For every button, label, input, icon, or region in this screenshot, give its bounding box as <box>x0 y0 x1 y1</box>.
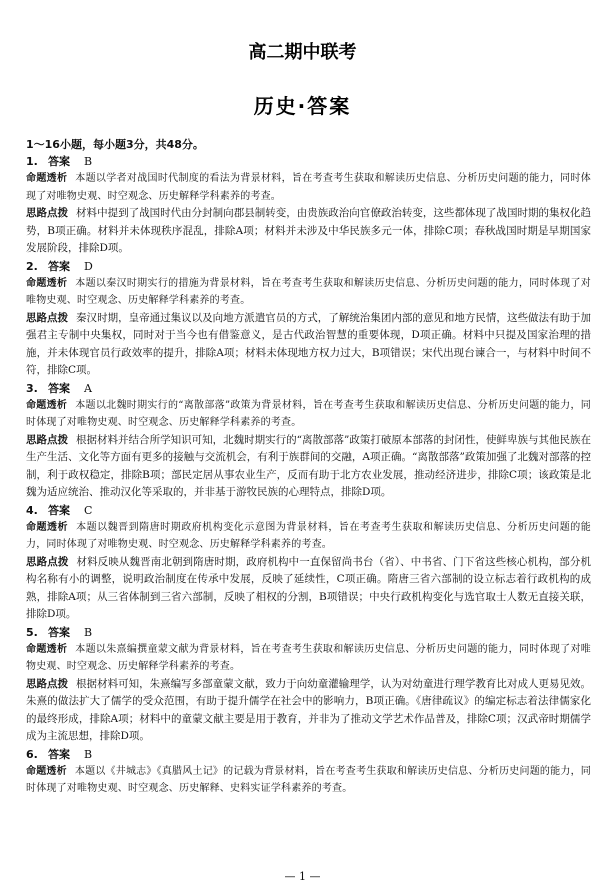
subject-title: 历史·答案 <box>253 94 352 118</box>
question-header <box>26 746 591 763</box>
section-intro: 1～16小题，每小题3分，共48分。 <box>26 138 204 151</box>
question-header <box>26 380 591 397</box>
analysis-text: 本题以魏晋到隋唐时期政府机构变化示意图为背景材料，旨在考查考生获取和解读历史信息、分析历史问题的能力，同时体现了对唯物史观、时空观念、历史解释学科素养的考查。 <box>26 521 591 550</box>
analysis-paragraph <box>26 397 591 432</box>
analysis-paragraph <box>26 519 591 554</box>
analysis-label: 命题透析 <box>26 277 68 289</box>
answer-value: B <box>84 747 93 761</box>
question-header <box>26 258 591 275</box>
question-number: 6. <box>26 747 38 761</box>
page-number: — 1 — <box>284 870 321 883</box>
question-number: 3. <box>26 381 38 395</box>
reasoning-paragraph <box>26 205 591 258</box>
analysis-label: 命题透析 <box>26 173 68 184</box>
answer-label: 答案 <box>48 625 70 639</box>
analysis-paragraph <box>26 641 591 676</box>
reasoning-label: 思路点拨 <box>26 207 69 219</box>
reasoning-paragraph <box>26 554 591 624</box>
answer-label: 答案 <box>48 259 70 273</box>
answer-label: 答案 <box>48 155 70 168</box>
exam-title: 高二期中联考 <box>248 42 357 63</box>
analysis-text: 本题以学者对战国时代制度的看法为背景材料，旨在考查考生获取和解读历史信息、分析历史问题的能力，同时体现了对唯物史观、时空观念、历史解释学科素养的考查。 <box>26 173 592 202</box>
answer-value: B <box>84 625 93 639</box>
analysis-text: 本题以《井城志》《真腊风土记》的记载为背景材料，旨在考查考生获取和解读历史信息、分析历史问题的能力，同时体现了对唯物史观、时空观念、历史解释、史料实证学科素养的考查。 <box>26 765 591 794</box>
reasoning-label: 思路点拨 <box>26 433 69 446</box>
answer-label: 答案 <box>48 381 70 395</box>
reasoning-paragraph <box>26 310 591 380</box>
reasoning-label: 思路点拨 <box>26 677 69 690</box>
analysis-paragraph <box>26 170 591 205</box>
reasoning-text: 秦汉时期，皇帝通过集议以及向地方派遣官员的方式，了解统治集团内部的意见和地方民情，这些做法有助于加强君主专制中央集权，同时对于当今也有借鉴意义，是古代政治智慧的重要体现，D项正确。材料中只提及国家治理的措施，并未体现官员行政效率的提升，排除A项；材料未体现地方权力过大，B项错误；宋代出现台谏合一，与材料中时间不符，排除C项。 <box>26 311 592 376</box>
reasoning-text: 材料中提到了战国时代由分封制向郡县制转变，由贵族政治向官僚政治转变，这些都体现了战国时期的集权化趋势，B项正确。材料并未体现秩序混乱，排除A项；材料并未涉及中华民族多元一体，排除C项；春秋战国时期是早期国家发展阶段，排除D项。 <box>26 207 592 254</box>
analysis-text: 本题以朱熹编撰童蒙文献为背景材料，旨在考查考生获取和解读历史信息、分析历史问题的能力，同时体现了对唯物史观、时空观念、历史解释学科素养的考查。 <box>26 643 592 672</box>
question-header <box>26 624 591 641</box>
reasoning-label: 思路点拨 <box>26 311 69 324</box>
question-header <box>26 153 591 170</box>
reasoning-label: 思路点拨 <box>26 555 69 568</box>
question-number: 1. <box>26 155 38 168</box>
answer-label: 答案 <box>48 503 70 517</box>
analysis-label: 命题透析 <box>26 521 69 533</box>
analysis-label: 命题透析 <box>26 399 68 411</box>
answer-list <box>26 153 591 798</box>
reasoning-text: 根据材料可知，朱熹编写多部童蒙文献，致力于向幼童灌输理学，认为对幼童进行理学教育比对成人更易见效。朱熹的做法扩大了儒学的受众范围，有助于提升儒学在社会中的影响力，B项正确。《唐律疏议》的编定标志着法律儒家化的最终形成，排除A项；材料中的童蒙文献主要是用于教育，并非为了推动文学艺术作品普及，排除C项；汉武帝时期儒学成为主流思想，排除D项。 <box>26 677 592 742</box>
analysis-paragraph <box>26 275 591 310</box>
question-number: 5. <box>26 625 38 639</box>
analysis-paragraph <box>26 763 591 798</box>
analysis-label: 命题透析 <box>26 765 67 777</box>
answer-label: 答案 <box>48 747 70 761</box>
analysis-text: 本题以北魏时期实行的“离散部落”政策为背景材料，旨在考查考生获取和解读历史信息、分析历史问题的能力，同时体现了对唯物史观、时空观念、历史解释学科素养的考查。 <box>26 399 591 428</box>
answer-value: A <box>84 381 92 395</box>
question-number: 4. <box>26 503 38 517</box>
analysis-text: 本题以秦汉时期实行的措施为背景材料，旨在考查考生获取和解读历史信息、分析历史问题的能力，同时体现了对唯物史观、时空观念、历史解释学科素养的考查。 <box>26 277 592 306</box>
answer-value: C <box>84 503 93 517</box>
question-number: 2. <box>26 259 38 273</box>
analysis-label: 命题透析 <box>26 643 68 655</box>
reasoning-paragraph <box>26 432 591 502</box>
reasoning-text: 材料反映从魏晋南北朝到隋唐时期，政府机构中一直保留尚书台（省）、中书省、门下省这些核心机构，部分机构名称有小的调整，说明政治制度在传承中发展，反映了延续性，C项正确。隋唐三省六部制的设立标志着行政机构的成熟，排除A项；从三省体制到三省六部制，反映了相权的分割，B项错误；中央行政机构变化与选官取士人数无直接关联，排除D项。 <box>26 555 592 620</box>
answer-value: D <box>84 259 93 273</box>
answer-value: B <box>84 155 93 168</box>
reasoning-paragraph <box>26 676 591 746</box>
question-header <box>26 502 591 519</box>
reasoning-text: 根据材料并结合所学知识可知，北魏时期实行的“离散部落”政策打破原本部落的封闭性，使鲜卑族与其他民族在生产生活、文化等方面有更多的接触与交流机会，有利于族群间的交融，A项正确。“离散部落”政策加强了北魏对部落的控制，利于政权稳定，排除B项；部民定居从事农业生产，反而有助于北方农业发展，推动经济进步，排除C项；该政策是北魏为适应统治、推动汉化等采取的，并非基于游牧民族的心理特点，排除D项。 <box>26 433 592 498</box>
